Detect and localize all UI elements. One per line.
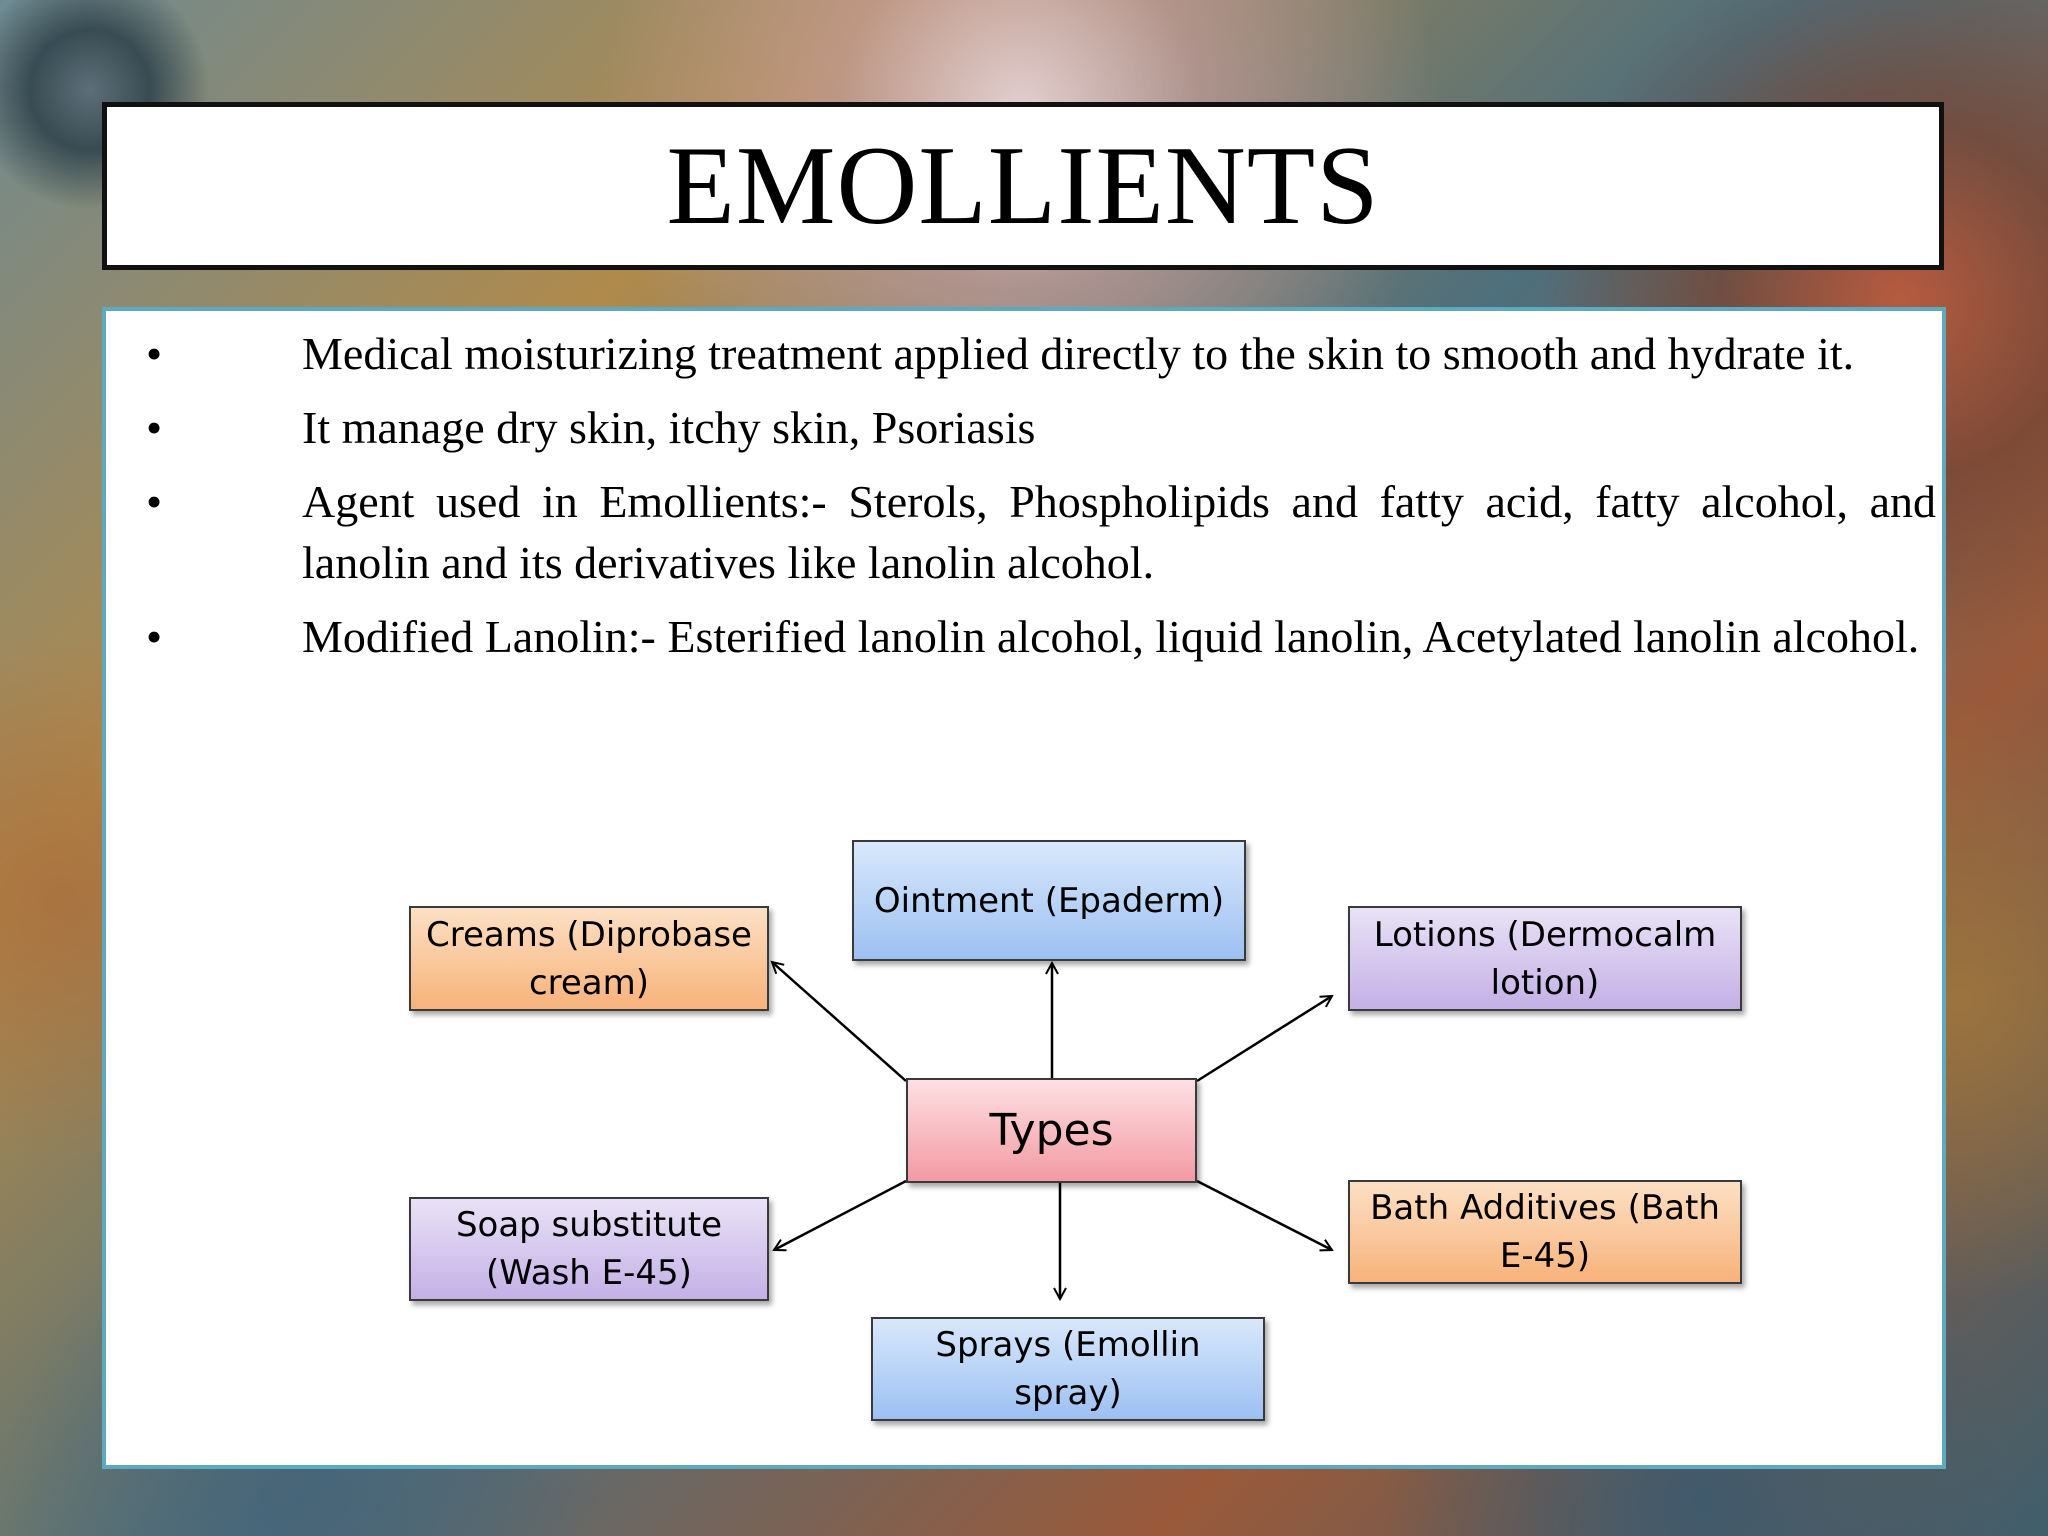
bullet-marker: • (145, 328, 163, 379)
bullet-marker: • (145, 476, 163, 527)
node-lotions-line1: Lotions (Dermocalm (1373, 914, 1717, 955)
node-sprays-line2: spray) (1014, 1373, 1122, 1413)
title-banner (102, 102, 1944, 270)
slide-title: EMOLLIENTS (666, 123, 1380, 248)
node-bath-additives (1348, 1180, 1742, 1284)
bullet-marker: • (145, 611, 163, 662)
arrow-to-bath (1197, 1181, 1332, 1250)
node-sprays (871, 1317, 1265, 1421)
arrow-to-creams (772, 962, 906, 1081)
arrow-to-lotions (1197, 996, 1332, 1081)
bullet-text: Modified Lanolin:- Esterified lanolin alcohol, liquid lanolin, Acetylated lanolin alcohol. (302, 611, 1920, 662)
arrow-to-soap (774, 1181, 906, 1250)
bullet-text: Medical moisturizing treatment applied directly to the skin to smooth and hydrate it. (302, 328, 1855, 379)
node-ointment-label: Ointment (Epaderm) (873, 880, 1225, 921)
bullet-marker: • (145, 402, 163, 453)
node-lotions (1348, 906, 1742, 1011)
node-ointment (852, 840, 1246, 961)
node-sprays-line1: Sprays (Emollin (935, 1325, 1201, 1365)
node-soap-substitute (409, 1197, 769, 1301)
node-bath-line2: E-45) (1499, 1236, 1591, 1276)
node-types-center (906, 1078, 1197, 1183)
node-creams-line2: cream) (528, 962, 650, 1003)
bullet-text: It manage dry skin, itchy skin, Psoriasis (302, 402, 1036, 453)
node-soap-line1: Soap substitute (455, 1205, 723, 1245)
node-creams-line1: Creams (Diprobase (426, 914, 752, 955)
content-panel (102, 307, 1946, 1469)
bullet-text: Agent used in Emollients:- Sterols, Phospholipids and fatty acid, fatty alcohol, and lanolin and its derivatives like lanolin alcohol. (302, 476, 1936, 588)
node-lotions-line2: lotion) (1490, 962, 1600, 1003)
node-bath-line1: Bath Additives (Bath (1370, 1188, 1720, 1228)
node-types-label: Types (989, 1104, 1114, 1156)
node-soap-line2: (Wash E-45) (486, 1253, 692, 1293)
node-creams (409, 906, 769, 1011)
